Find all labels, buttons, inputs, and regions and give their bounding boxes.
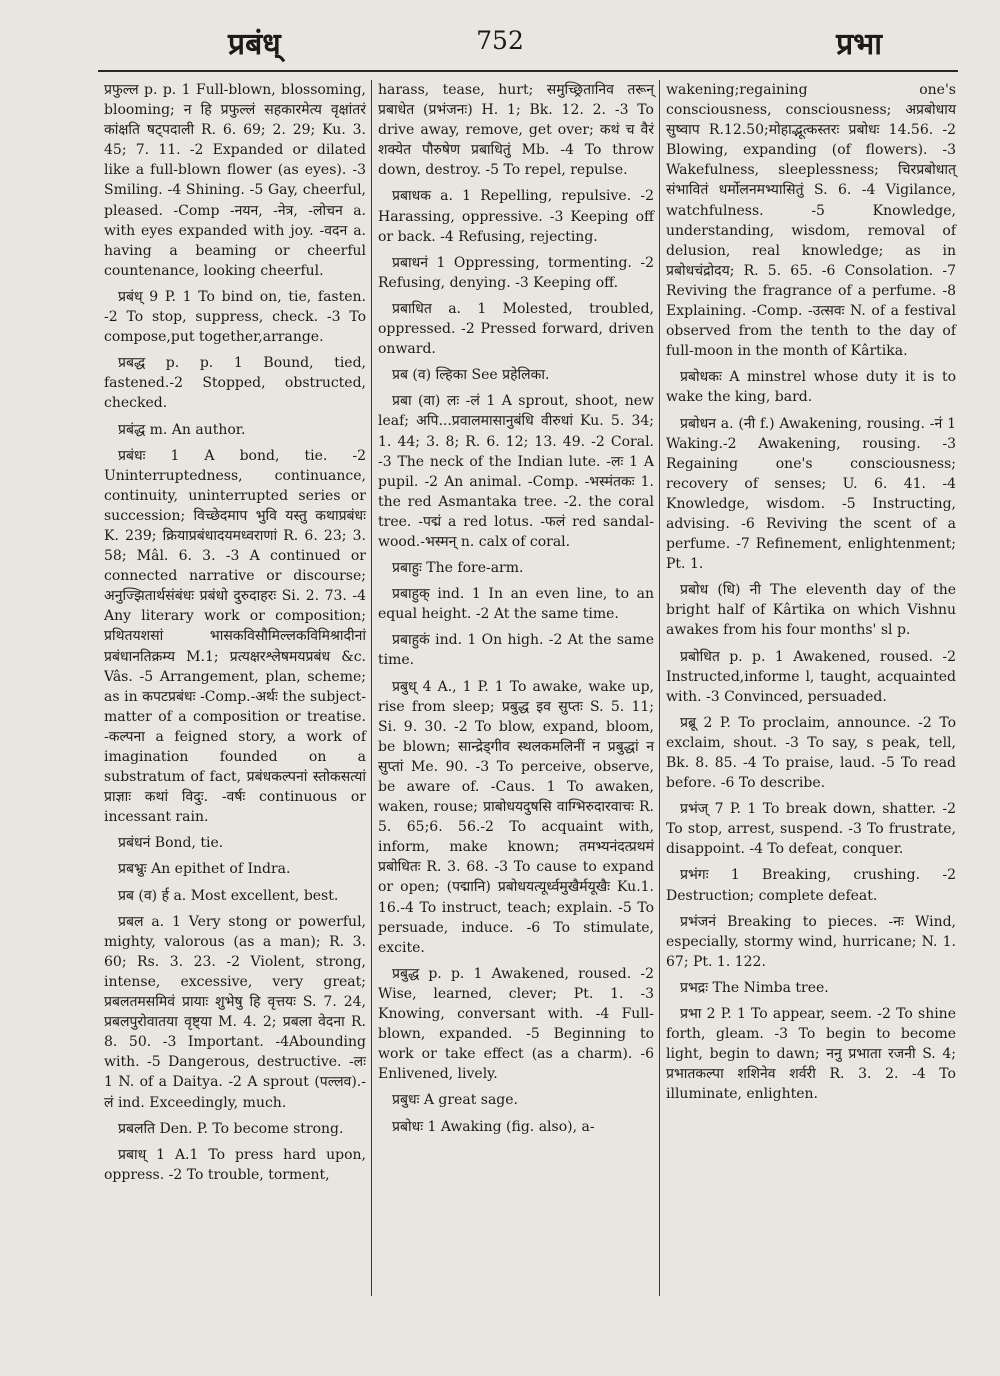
dictionary-entry: प्रबुध् 4 A., 1 P. 1 To awake, wake up, rise from sleep; प्रबुद्ध इव सुप्तः S. 5. 11; Si. 9. 30. -2 To blow, expand, bloom, be blown; सान्द्रेड्गीव स्थलकमलिनीं न प्रबुद्धां न सुप्तां Me. 90. -3 To perceive, observe, be aware of. -Caus. 1 To awaken, waken, rouse; प्राबोधयदुषसि वाग्भिरुदारवाचः R. 5. 65;6. 56.-2 To acquaint with, inform, make known; तमभ्यनंदत्प्रथमं प्रबोधितः R. 3. 68. -3 To cause to expand or open; (पद्मानि) प्रबोधयत्यूर्ध्वमुखैर्मयूखैः Ku.1. 16.-4 To instruct, teach; explain. -5 To persuade, induce. -6 To stimulate, excite. [378,678,654,956]
dictionary-entry: प्रबुधः A great sage. [392,1092,518,1109]
dictionary-entry: प्रबंद्ध m. An author. [118,421,246,438]
dictionary-entry: wakening;regaining one's consciousness, consciousness; अप्रबोधाय सुष्वाप R.12.50;मोहाद्भूत्कस्तरः प्रबोधः 14.56. -2 Blowing, expanding (of flowers). -3 Wakefulness, sleeplessness; चिरप्रबोधात् संभावितं धर्मोलनमभ्यासितुं S. 6. -4 Vigilance, watchfulness. -5 Knowledge, understanding, wisdom, removal of delusion, real knowledge; as in प्रबोधचंद्रोदय; R. 5. 65. -6 Consolation. -7 Reviving the fragrance of a perfume. -8 Explaining. -Comp. -उत्सवः N. of a festival observed from the tenth to the day of full-moon in the month of Kârtika. [666,82,956,360]
dictionary-entry: प्रबाहुक् ind. 1 In an even line, to an equal height. -2 At the same time. [378,586,654,623]
page-number: 752 [476,26,524,55]
dictionary-entry: प्रबंध् 9 P. 1 To bind on, tie, fasten. -2 To stop, suppress, check. -3 To compose,put together,arrange. [104,288,366,346]
dictionary-entry: प्रब (व) र्ह a. Most excellent, best. [118,887,339,904]
dictionary-entry: प्रबद्ध p. p. 1 Bound, tied, fastened.-2 Stopped, obstructed, checked. [104,355,366,412]
dictionary-entry: प्रबुद्ध p. p. 1 Awakened, roused. -2 Wise, learned, clever; Pt. 1. -3 Knowing, conversant with. -4 Full-blown, expanded. -5 Beginning to work or take effect (as a charm). -6 Enlivened, lively. [378,965,654,1083]
dictionary-entry: प्रबंधनं Bond, tie. [118,835,224,852]
dictionary-entry: प्रबा (वा) लः -लं 1 A sprout, shoot, new leaf; अपि...प्रवालमासानुबंधि वीरुधां Ku. 5. 34; 1. 44; 3. 8; R. 6. 12; 13. 49. -2 Coral. -3 The neck of the Indian lute. -लः 1 A pupil. -2 An animal. -Comp. -भस्मंतकः 1. the red Asmantaka tree. -2. the coral tree. -पद्मं a red lotus. -फलं red sandal-wood.-भस्मन् n. calx of coral. [378,393,654,550]
dictionary-entry: प्रभंज् 7 P. 1 To break down, shatter. -2 To stop, arrest, suspend. -3 To frustrate, disappoint. -4 To defeat, conquer. [666,801,956,858]
dictionary-entry: प्रबाधनं 1 Oppressing, tormenting. -2 Refusing, denying. -3 Keeping off. [378,254,654,291]
dictionary-entry: प्रबलति Den. P. To become strong. [118,1120,344,1137]
dictionary-entry: प्रबाहुः The fore-arm. [392,560,524,577]
dictionary-entry: प्रफुल्ल p. p. 1 Full-blown, blossoming, blooming; न हि प्रफुल्लं सहकारमेत्य वृक्षांतरं कांक्षति षट्पदाली R. 6. 69; 2. 29; Ku. 3. 45; 7. 11. -2 Expanded or dilated like a full-blown flower (as eyes). -3 Smiling. -4 Shining. -5 Gay, cheerful, pleased. -Comp -नयन, -नेत्र, -लोचन a. with eyes expanded with joy. -वदन a. having a beaming or cheerful countenance, looking cheerful. [104,82,366,279]
header-left-word: प्रबंध् [228,27,281,62]
dictionary-entry: प्रभद्रः The Nimba tree. [680,979,829,996]
dictionary-entry: harass, tease, hurt; समुच्छ्रितानिव तरून् प्रबाधेत (प्रभंजनः) H. 1; Bk. 12. 2. -3 To drive away, remove, get over; कथं च वैरं शक्येत पौरुषेण प्रबाधितुं Mb. -4 To throw down, destroy. -5 To repel, repulse. [378,82,654,179]
dictionary-entry: प्रभा 2 P. 1 To appear, seem. -2 To shine forth, gleam. -3 To begin to become light, begin to dawn; ननु प्रभाता रजनी S. 4; प्रभातकल्पा शशिनेव शर्वरी R. 3. 2. -4 To illuminate, enlighten. [666,1006,956,1103]
dictionary-entry: प्रबाधक a. 1 Repelling, repulsive. -2 Harassing, oppressive. -3 Keeping off or back. -4 Refusing, rejecting. [378,188,654,245]
dictionary-entry: प्रबल a. 1 Very stong or powerful, mighty, valorous (as a man); R. 3. 60; Rs. 3. 23. -2 Violent, strong, intense, excessive, very great; प्रबलतमसमिवं प्रायाः शुभेषु हि वृत्तयः S. 7. 24, प्रबलपुरोवातया वृष्ट्या M. 4. 2; प्रबला वेदना R. 8. 50. -3 Important. -4Abounding with. -5 Dangerous, destructive. -लः 1 N. of a Daitya. -2 A sprout (पल्लव).-लं ind. Exceedingly, much. [104,913,366,1111]
column-divider [659,80,660,1296]
dictionary-entry: प्रब (व) ल्हिका See प्रहेलिका. [392,367,550,384]
column-3 [666,80,956,1111]
dictionary-entry: प्रबोधन a. (नी f.) Awakening, rousing. -नं 1 Waking.-2 Awakening, rousing. -3 Regaining one's consciousness; recovery of senses; U. 6. 41. -4 Knowledge, wisdom. -5 Instructing, advising. -6 Reviving the scent of a perfume. -7 Refinement, enlightenment; Pt. 1. [666,415,956,573]
dictionary-entry: प्रबोधकः A minstrel whose duty it is to wake the king, bard. [666,369,956,406]
dictionary-entry: प्रबाध् 1 A.1 To press hard upon, oppress. -2 To trouble, torment, [104,1146,366,1183]
dictionary-entry: प्रबभ्रुः An epithet of Indra. [118,861,291,878]
header-rule [98,70,958,72]
column-1 [104,80,366,1191]
column-2 [378,80,654,1143]
dictionary-entry: प्रबोधित p. p. 1 Awakened, roused. -2 Instructed,informe l, taught, acquainted with. -3 Convinced, persuaded. [666,648,956,705]
dictionary-entry: प्रबाधित a. 1 Molested, troubled, oppressed. -2 Pressed forward, driven onward. [378,300,654,358]
dictionary-entry: प्रब्रू 2 P. To proclaim, announce. -2 To exclaim, shout. -3 To say, s peak, tell, Bk. 8. 85. -4 To praise, laud. -5 To read before. -6 To describe. [666,714,956,792]
dictionary-entry: प्रबोध (धि) नी The eleventh day of the bright half of Kârtika on which Vishnu awakes from his four months' sl p. [666,582,956,639]
dictionary-entry: प्रबंधः 1 A bond, tie. -2 Uninterruptedness, continuance, continuity, uninterrupted series or succession; विच्छेदमाप भुवि यस्तु कथाप्रबंधः K. 239; क्रियाप्रबंधादयमध्वराणां R. 6. 23; 3. 58; Mâl. 6. 3. -3 A continued or connected narrative or discourse; अनुज्झितार्थसंबंधः प्रबंधो दुरुदाहरः Si. 2. 73. -4 Any literary work or composition; प्रथितयशसां भासकविसौमिल्लकविमिश्रादीनां प्रबंधानतिक्रम्य M.1; प्रत्यक्षरश्लेषमयप्रबंध &c. Vâs. -5 Arrangement, plan, scheme; as in कपटप्रबंधः -Comp.-अर्थः the subject-matter of a composition or treatise. -कल्पना a feigned story, a work of imagination founded on a substratum of fact, प्रबंधकल्पनां स्तोकसत्यां प्राज्ञाः कथां विदुः. -वर्षः continuous or incessant rain. [104,447,366,826]
dictionary-entry: प्रबाहुकं ind. 1 On high. -2 At the same time. [378,632,654,669]
column-divider [371,80,372,1296]
dictionary-entry: प्रबोधः 1 Awaking (fig. also), a- [392,1118,595,1135]
dictionary-entry: प्रभंगः 1 Breaking, crushing. -2 Destruction; complete defeat. [666,867,956,904]
header-right-word: प्रभा [836,27,882,62]
dictionary-entry: प्रभंजनं Breaking to pieces. -नः Wind, especially, stormy wind, hurricane; N. 1. 67; Pt. 1. 122. [666,913,956,970]
